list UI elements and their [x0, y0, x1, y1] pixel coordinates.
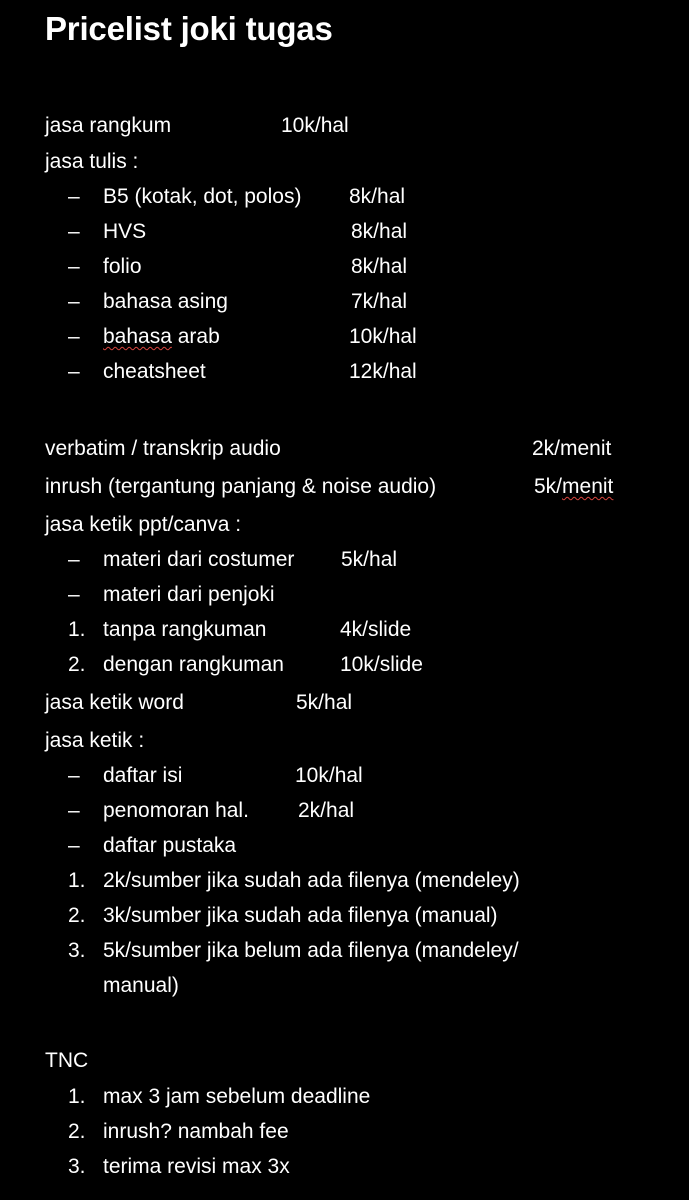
word-price: 5k/hal: [296, 691, 353, 714]
inrush-price-value: 5k/: [534, 475, 563, 498]
tulis-item-cheatsheet-price: 12k/hal: [349, 360, 417, 383]
ppt-item-tanpa-price: 4k/slide: [340, 618, 412, 641]
tnc-item-1-label: max 3 jam sebelum deadline: [103, 1085, 371, 1108]
ketik-item-sumber2-marker: 2.: [68, 904, 86, 927]
tulis-item-arab-label-rest: arab: [171, 325, 220, 348]
rangkum-price: 10k/hal: [281, 114, 349, 137]
tulis-item-b5-price: 8k/hal: [349, 185, 406, 208]
tulis-item-asing-marker: –: [68, 290, 80, 313]
spellcheck-word: menit: [562, 475, 614, 498]
ppt-item-penjoki-marker: –: [68, 583, 80, 606]
inrush-price: [534, 476, 613, 497]
ppt-item-dengan-marker: 2.: [68, 653, 86, 676]
ketik-label: jasa ketik :: [45, 729, 145, 752]
tulis-item-asing-label: bahasa asing: [103, 290, 228, 313]
ketik-item-isi-marker: –: [68, 764, 80, 787]
tnc-item-3-label: terima revisi max 3x: [103, 1155, 290, 1178]
ketik-item-sumber1-label: 2k/sumber jika sudah ada filenya (mendeley): [103, 869, 520, 892]
ketik-item-isi-label: daftar isi: [103, 764, 183, 787]
ketik-item-sumber3-marker: 3.: [68, 939, 86, 962]
ketik-item-sumber3-label: 5k/sumber jika belum ada filenya (mandeley/: [103, 939, 519, 962]
ketik-item-penomoran-marker: –: [68, 799, 80, 822]
tulis-item-hvs-label: HVS: [103, 220, 147, 243]
tulis-item-asing-price: 7k/hal: [351, 290, 408, 313]
tulis-item-folio-marker: –: [68, 255, 80, 278]
ketik-item-sumber1-marker: 1.: [68, 869, 86, 892]
inrush-label: inrush (tergantung panjang & noise audio): [45, 475, 437, 498]
word-label: jasa ketik word: [45, 691, 184, 714]
ppt-item-costumer-price: 5k/hal: [341, 548, 398, 571]
tnc-item-3-marker: 3.: [68, 1155, 86, 1178]
tulis-label: jasa tulis :: [45, 150, 139, 173]
ppt-item-costumer-marker: –: [68, 548, 80, 571]
ppt-item-penjoki-label: materi dari penjoki: [103, 583, 275, 606]
tulis-item-arab-marker: –: [68, 325, 80, 348]
verbatim-label: verbatim / transkrip audio: [45, 437, 281, 460]
ppt-item-tanpa-label: tanpa rangkuman: [103, 618, 267, 641]
tulis-item-hvs-marker: –: [68, 220, 80, 243]
tulis-item-hvs-price: 8k/hal: [351, 220, 408, 243]
tulis-item-b5-marker: –: [68, 185, 80, 208]
tnc-item-1-marker: 1.: [68, 1085, 86, 1108]
tulis-item-folio-price: 8k/hal: [351, 255, 408, 278]
ketik-item-isi-price: 10k/hal: [295, 764, 363, 787]
ketik-item-sumber2-label: 3k/sumber jika sudah ada filenya (manual): [103, 904, 498, 927]
tulis-item-arab-price: 10k/hal: [349, 325, 417, 348]
rangkum-label: jasa rangkum: [45, 114, 172, 137]
ppt-item-dengan-price: 10k/slide: [340, 653, 423, 676]
tulis-item-cheatsheet-marker: –: [68, 360, 80, 383]
ppt-label: jasa ketik ppt/canva :: [45, 513, 242, 536]
verbatim-price: 2k/menit: [532, 437, 612, 460]
ppt-item-tanpa-marker: 1.: [68, 618, 86, 641]
tnc-item-2-marker: 2.: [68, 1120, 86, 1143]
ppt-item-costumer-label: materi dari costumer: [103, 548, 295, 571]
tulis-item-cheatsheet-label: cheatsheet: [103, 360, 206, 383]
ketik-item-penomoran-price: 2k/hal: [298, 799, 355, 822]
ketik-item-sumber3-label-cont: manual): [103, 974, 179, 997]
tulis-item-arab-label: [103, 326, 220, 347]
spellcheck-word: bahasa: [103, 325, 172, 348]
ppt-item-dengan-label: dengan rangkuman: [103, 653, 284, 676]
ketik-item-pustaka-marker: –: [68, 834, 80, 857]
tulis-item-folio-label: folio: [103, 255, 142, 278]
ketik-item-penomoran-label: penomoran hal.: [103, 799, 249, 822]
tnc-item-2-label: inrush? nambah fee: [103, 1120, 289, 1143]
tulis-item-b5-label: B5 (kotak, dot, polos): [103, 185, 302, 208]
tnc-label: TNC: [45, 1049, 89, 1072]
page-title: Pricelist joki tugas: [45, 10, 333, 47]
ketik-item-pustaka-label: daftar pustaka: [103, 834, 237, 857]
